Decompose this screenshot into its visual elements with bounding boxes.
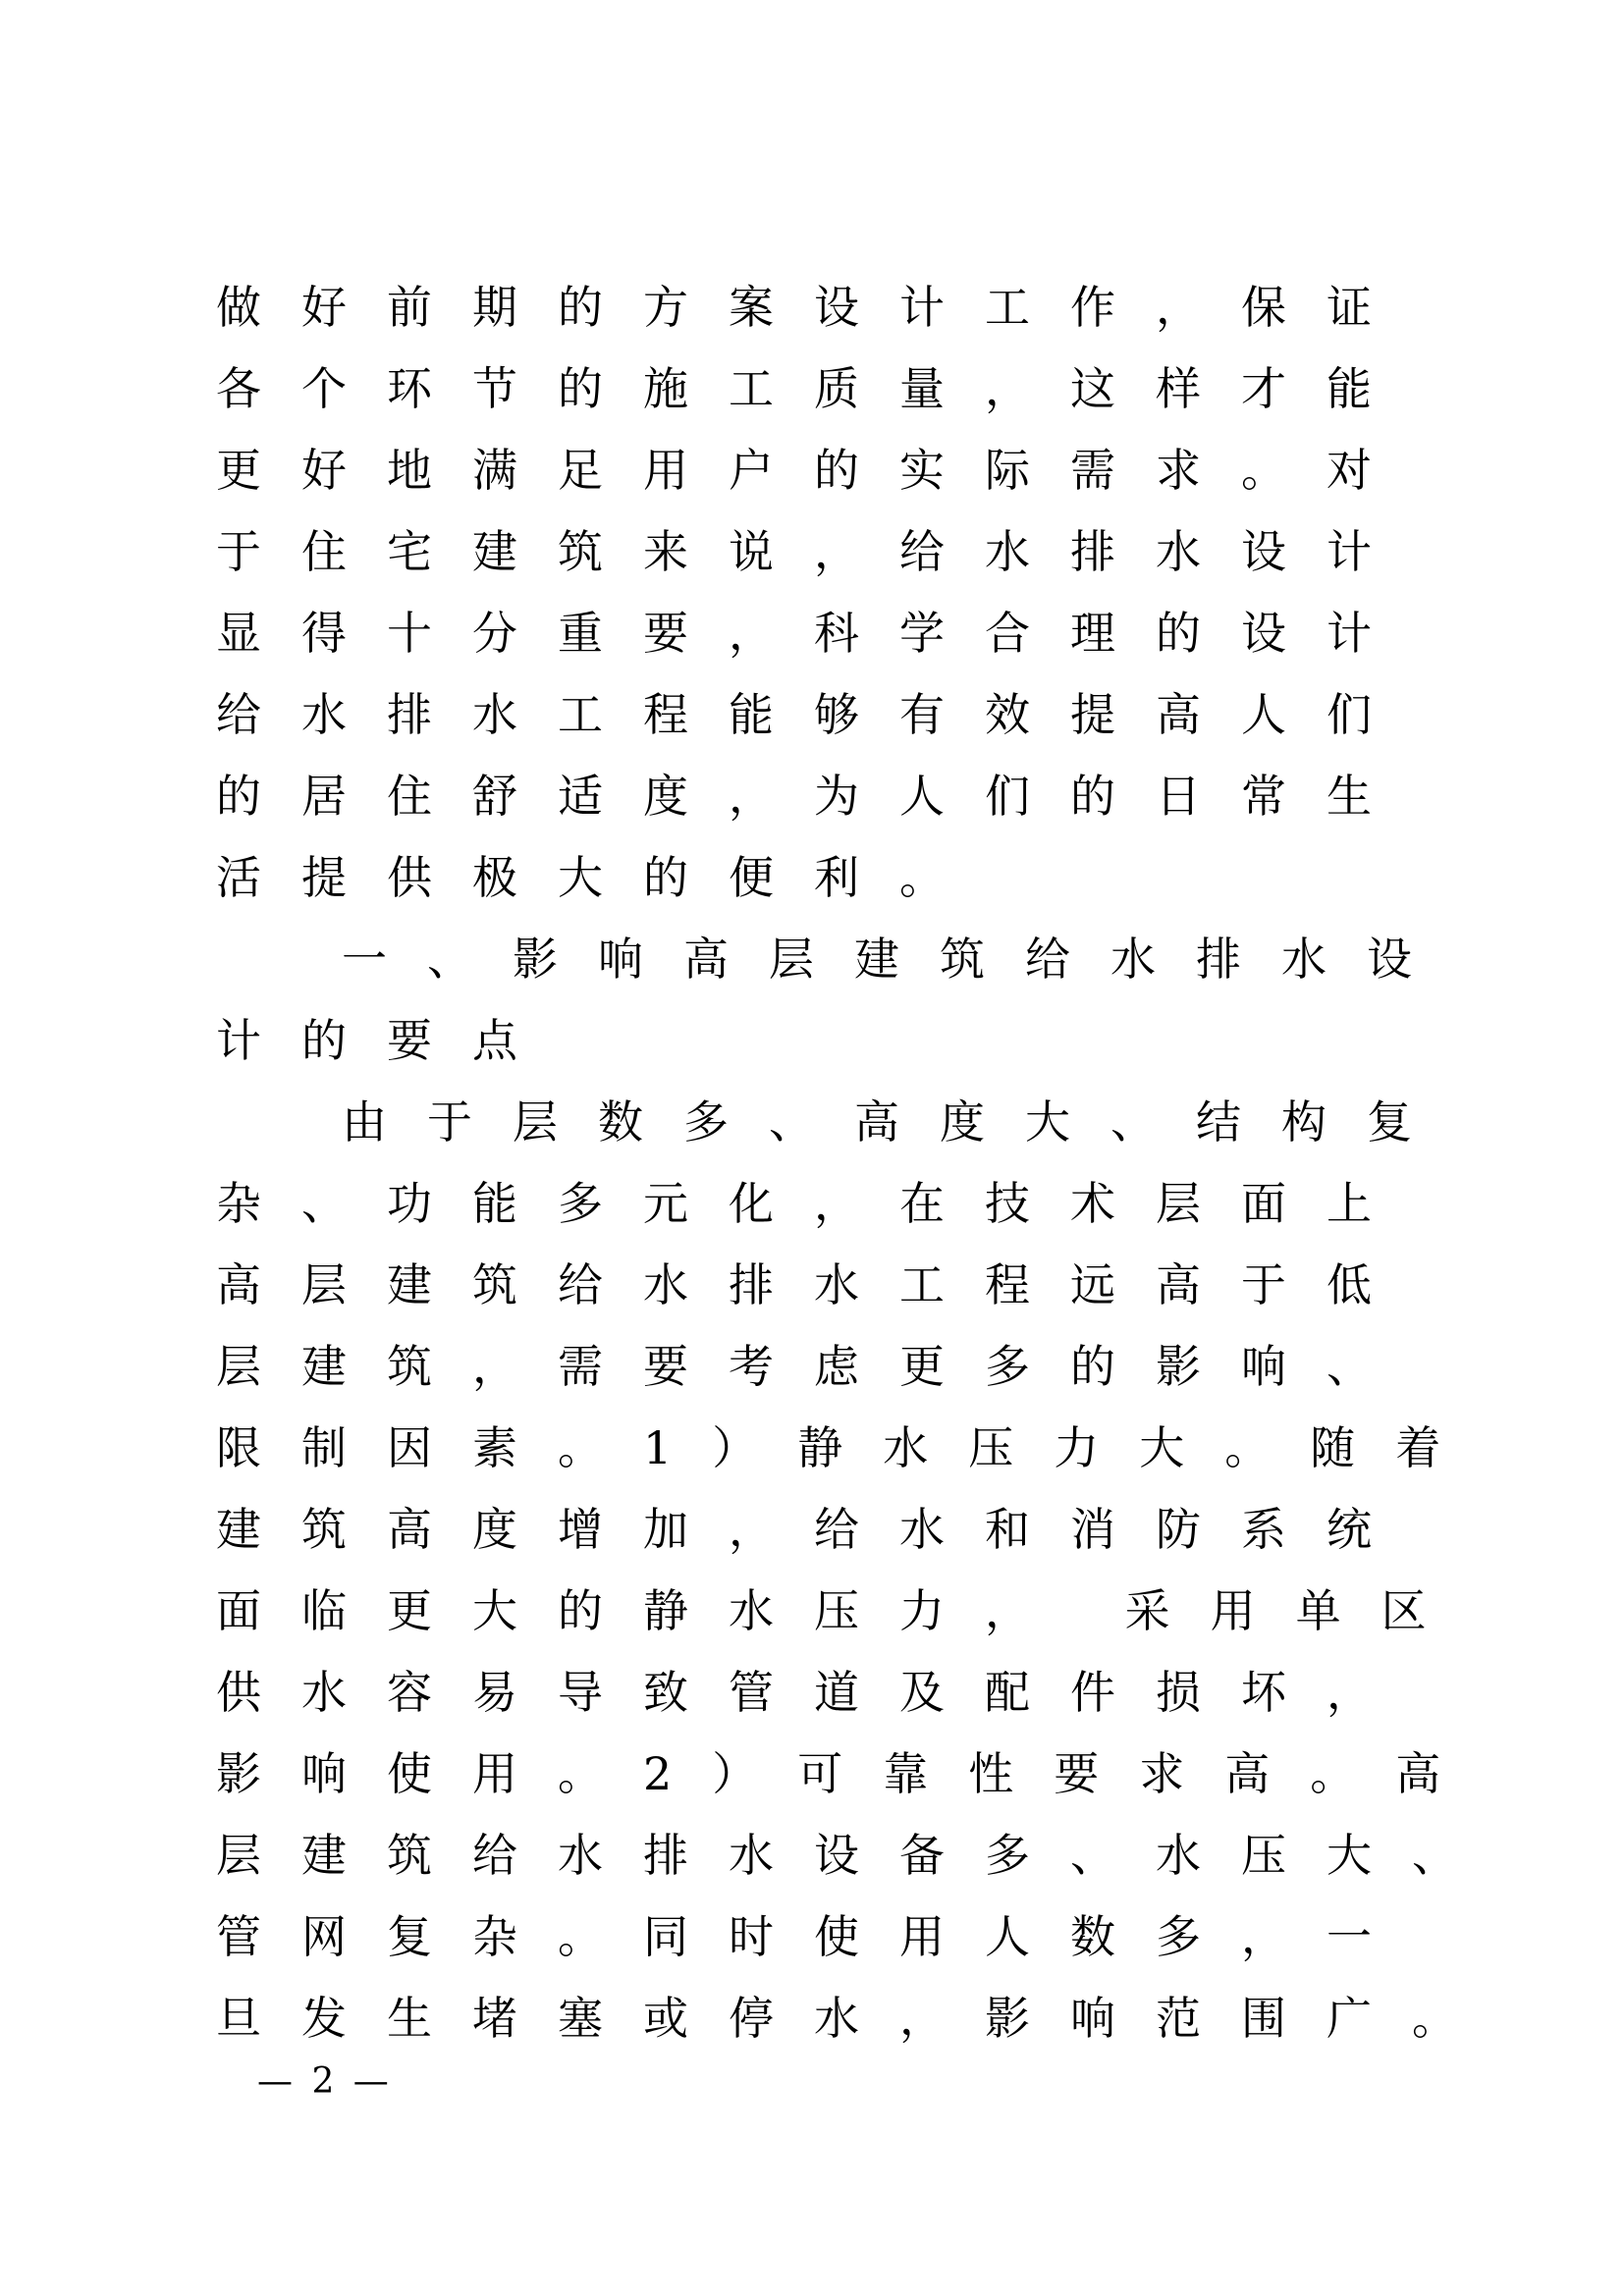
text-line: 更好地满足用户的实际需求。对 [216,444,1412,497]
text-line: 管网复杂。同时使用人数多，一 [216,1910,1412,1963]
text-line: 限制因素。1）静水压力大。随着 [216,1421,1482,1474]
text-line: 建筑高度增加，给水和消防系统 [216,1503,1412,1556]
text-line: 显得十分重要，科学合理的设计 [216,607,1412,660]
text-line: 的居住舒适度，为人们的日常生 [216,770,1412,823]
text-line: 面临更大的静水压力， 采用单区 [216,1584,1467,1637]
section-heading-continued: 计的要点 [216,1014,558,1067]
text-line: 供水容易导致管道及配件损坏， [216,1666,1412,1719]
text-line: 于住宅建筑来说，给水排水设计 [216,525,1412,578]
page-number: — 2 — [257,2061,393,2102]
text-line: 旦发生堵塞或停水，影响范围广。 [216,1992,1497,2045]
text-line: 各个环节的施工质量，这样才能 [216,362,1412,415]
text-line: 高层建筑给水排水工程远高于低 [216,1258,1412,1311]
text-line: 活提供极大的便利。 [216,851,985,904]
text-line: 做好前期的方案设计工作，保证 [216,281,1412,334]
text-line: 杂、功能多元化，在技术层面上 [216,1177,1412,1230]
text-line: 给水排水工程能够有效提高人们 [216,688,1412,741]
section-heading: 一、影响高层建筑给水排水设 [342,933,1452,986]
text-line: 影响使用。2）可靠性要求高。高 [216,1747,1482,1800]
text-line: 层建筑给水排水设备多、水压大、 [216,1829,1497,1882]
text-line: 由于层数多、高度大、结构复 [342,1095,1452,1148]
text-line: 层建筑，需要考虑更多的影响、 [216,1340,1412,1393]
